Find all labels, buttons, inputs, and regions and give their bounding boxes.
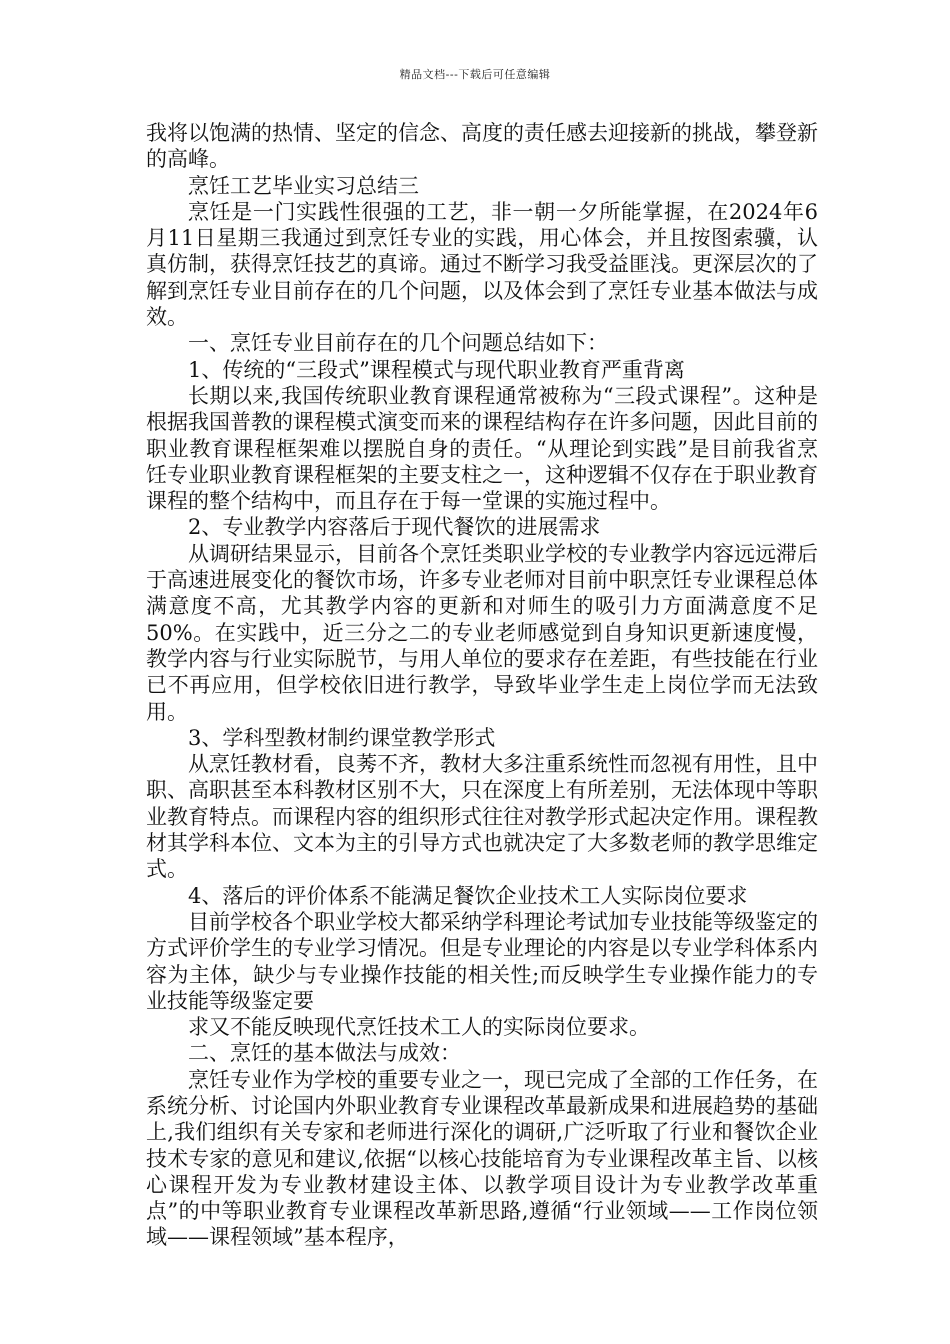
- subheading: 1、传统的“三段式”课程模式与现代职业教育严重背离: [188, 357, 685, 382]
- section-heading: 一、烹饪专业目前存在的几个问题总结如下：: [188, 331, 608, 356]
- subheading: 2、专业教学内容落后于现代餐饮的进展需求: [188, 515, 601, 540]
- paragraph: 烹饪是一门实践性很强的工艺，非一朝一夕所能掌握，在2024年6月11日星期三我通过到烹饪专业的实践，用心体会，并且按图索骥，认真仿制，获得烹饪技艺的真谛。通过不断学习我受益匪浅。更深层次的了解到烹饪专业目前存在的几个问题，以及体会到了烹饪专业基本做法与成效。: [146, 199, 818, 330]
- subheading: 3、学科型教材制约课堂教学形式: [188, 725, 496, 750]
- section-heading: 二、烹饪的基本做法与成效：: [188, 1041, 461, 1066]
- paragraph: 烹饪专业作为学校的重要专业之一，现已完成了全部的工作任务，在系统分析、讨论国内外职业教育专业课程改革最新成果和进展趋势的基础上,我们组织有关专家和老师进行深化的调研,广泛听取了行业和餐饮企业技术专家的意见和建议,依据“以核心技能培育为专业课程改革主旨、以核心课程开发为专业教材建设主体、以教学项目设计为专业教学改革重点”的中等职业教育专业课程改革新思路,遵循“行业领域——工作岗位领域——课程领域”基本程序，: [146, 1067, 818, 1250]
- subheading: 4、落后的评价体系不能满足餐饮企业技术工人实际岗位要求: [188, 883, 748, 908]
- paragraph: 从调研结果显示，目前各个烹饪类职业学校的专业教学内容远远滞后于高速进展变化的餐饮市场，许多专业老师对目前中职烹饪专业课程总体满意度不高，尤其教学内容的更新和对师生的吸引力方面满意度不足50%。在实践中，近三分之二的专业老师感觉到自身知识更新速度慢，教学内容与行业实际脱节，与用人单位的要求存在差距，有些技能在行业已不再应用，但学校依旧进行教学，导致毕业学生走上岗位学而无法致用。: [146, 541, 818, 724]
- section-title: 烹饪工艺毕业实习总结三: [188, 173, 419, 198]
- paragraph: 求又不能反映现代烹饪技术工人的实际岗位要求。: [188, 1015, 650, 1040]
- paragraph: 长期以来,我国传统职业教育课程通常被称为“三段式课程”。这种是根据我国普教的课程模式演变而来的课程结构存在许多问题，因此目前的职业教育课程框架难以摆脱自身的责任。“从理论到实践”是目前我省烹饪专业职业教育课程框架的主要支柱之一，这种逻辑不仅存在于职业教育课程的整个结构中，而且存在于每一堂课的实施过程中。: [146, 383, 818, 514]
- paragraph: 我将以饱满的热情、坚定的信念、高度的责任感去迎接新的挑战，攀登新的高峰。: [146, 121, 818, 172]
- paragraph: 目前学校各个职业学校大都采纳学科理论考试加专业技能等级鉴定的方式评价学生的专业学习情况。但是专业理论的内容是以专业学科体系内容为主体，缺少与专业操作技能的相关性;而反映学生专业操作能力的专业技能等级鉴定要: [146, 909, 818, 1013]
- paragraph: 从烹饪教材看，良莠不齐，教材大多注重系统性而忽视有用性，且中职、高职甚至本科教材区别不大，只在深度上有所差别，无法体现中等职业教育特点。而课程内容的组织形式往往对教学形式起决定作用。课程教材其学科本位、文本为主的引导方式也就决定了大多数老师的教学思维定式。: [146, 752, 818, 882]
- page-header: 精品文档---下载后可任意编辑: [399, 68, 551, 81]
- document-body: [146, 120, 818, 1251]
